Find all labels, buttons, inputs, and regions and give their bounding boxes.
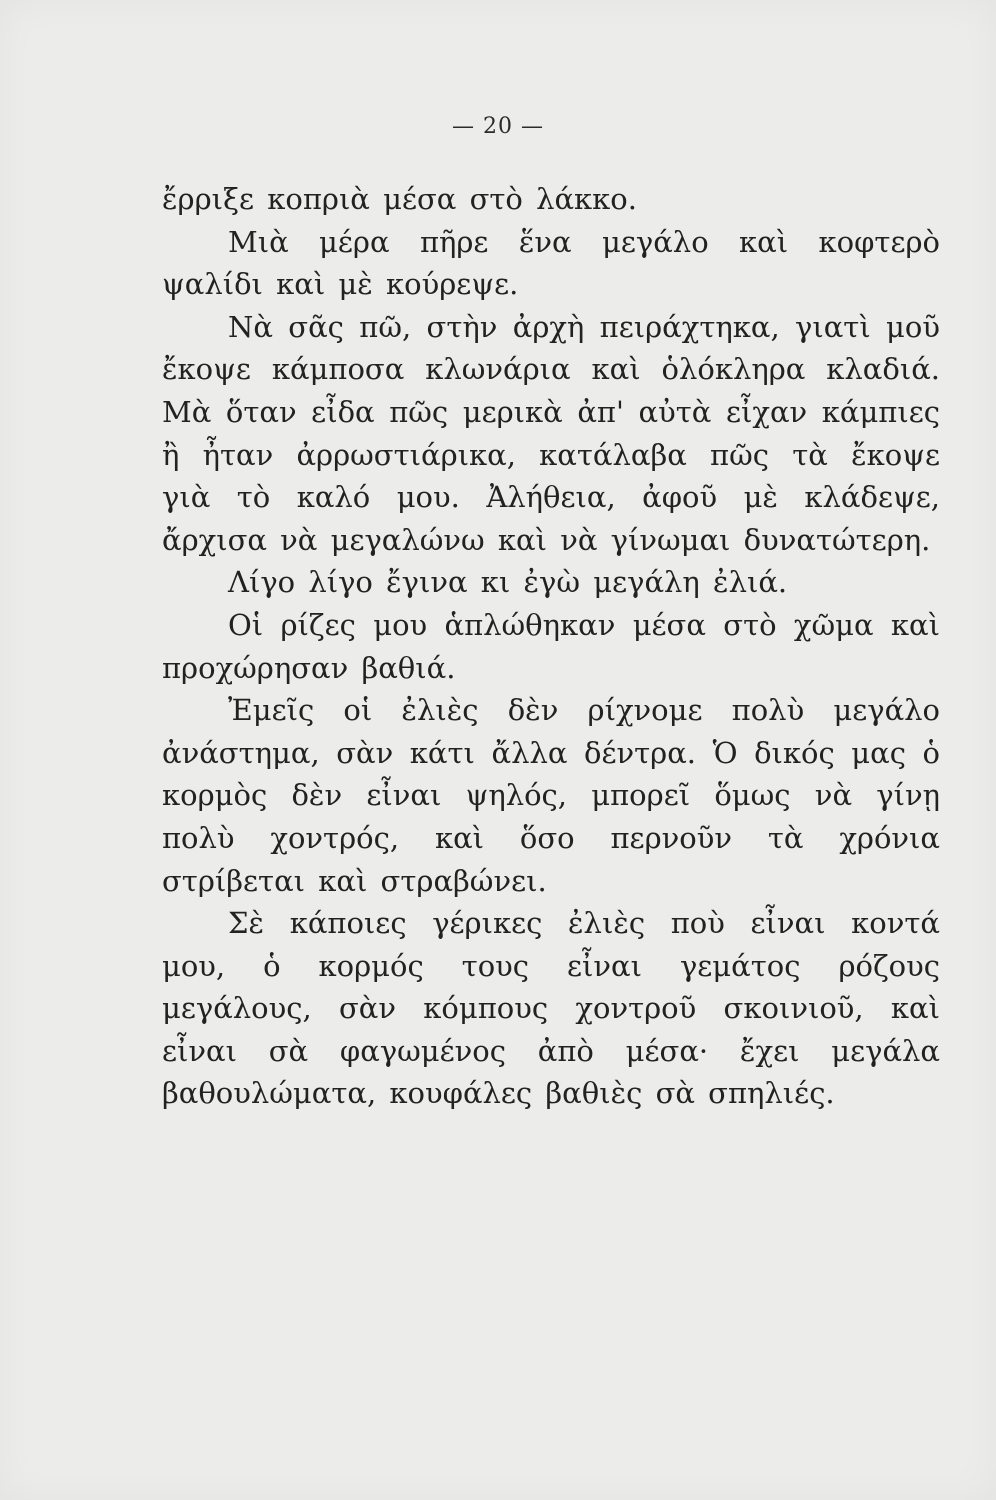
paragraph: ἔρριξε κοπριὰ μέσα στὸ λάκκο. (162, 182, 637, 216)
paragraph: Οἱ ρίζες μου ἁπλώθηκαν μέσα στὸ χῶμα καὶ προχώρησαν βαθιά. (162, 607, 940, 685)
body-text (162, 178, 940, 1115)
paragraph: Ἐμεῖς οἱ ἐλιὲς δὲν ρίχνομε πολὺ μεγάλο ἀνάστημα, σὰν κάτι ἄλλα δέντρα. Ὁ δικός μας ὁ κορμὸς δὲν εἶναι ψηλός, μπορεῖ ὅμως νὰ γίνῃ πολὺ χοντρός, καὶ ὅσο περνοῦν τὰ χρόνια στρίβεται καὶ στραβώνει. (162, 693, 940, 898)
paragraph: Μιὰ μέρα πῆρε ἕνα μεγάλο καὶ κοφτερὸ ψαλίδι καὶ μὲ κούρεψε. (162, 224, 940, 302)
paragraph: Σὲ κάποιες γέρικες ἐλιὲς ποὺ εἶναι κοντά μου, ὁ κορμός τους εἶναι γεμάτος ρόζους μεγάλους, σὰν κόμπους χοντροῦ σκοινιοῦ, καὶ εἶναι σὰ φαγωμένος ἀπὸ μέσα· ἔχει μεγάλα βαθουλώματα, κουφάλες βαθιὲς σὰ σπηλιές. (162, 906, 940, 1111)
page-number: — 20 — (452, 114, 544, 139)
paragraph: Λίγο λίγο ἔγινα κι ἐγὼ μεγάλη ἐλιά. (228, 565, 788, 600)
paragraph: Νὰ σᾶς πῶ, στὴν ἀρχὴ πειράχτηκα, γιατὶ μοῦ ἔκοψε κάμποσα κλωνάρια καὶ ὁλόκληρα κλαδιά. Μὰ ὅταν εἶδα πῶς μερικὰ ἀπ' αὐτὰ εἶχαν κάμπιες ἢ ἦταν ἀρρωστιάρικα, κατάλαβα πῶς τὰ ἔκοψε γιὰ τὸ καλό μου. Ἀλήθεια, ἀφοῦ μὲ κλάδεψε, ἄρχισα νὰ μεγαλώνω καὶ νὰ γίνωμαι δυνατώτερη. (162, 309, 940, 557)
